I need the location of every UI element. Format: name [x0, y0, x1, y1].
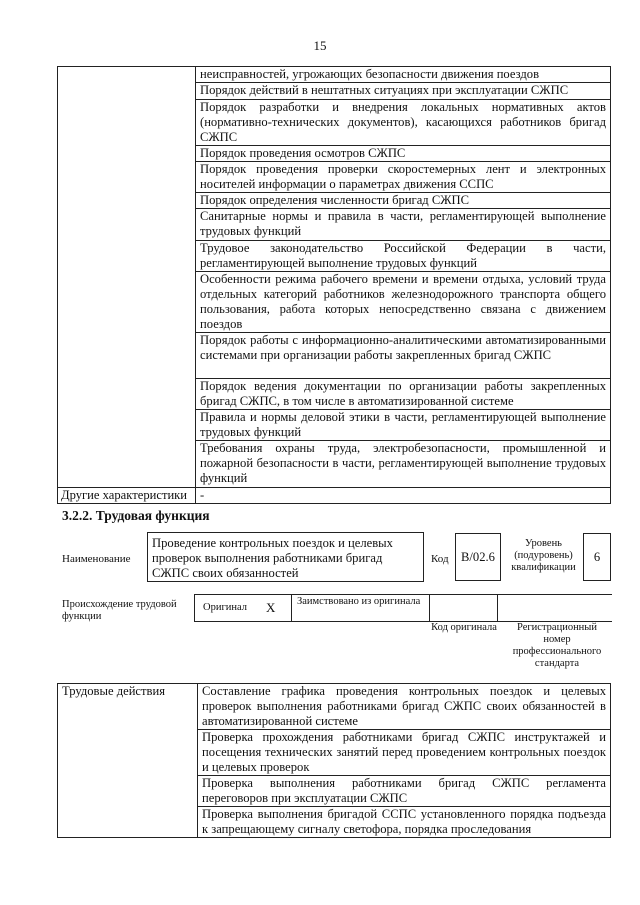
knowledge-label-cell — [58, 67, 196, 488]
labor-action-row: Проверка прохождения работниками бригад СЖПС инструктажей и посещения технических занятий перед проведением контрольных поездок и целевых проверок — [198, 730, 611, 776]
original-mark: X — [266, 600, 276, 615]
labor-actions-label: Трудовые действия — [58, 684, 198, 838]
other-characteristics-value: - — [196, 488, 611, 504]
origin-row — [194, 594, 612, 622]
knowledge-table — [57, 66, 611, 504]
knowledge-row: Порядок разработки и внедрения локальных нормативных актов (нормативно-технических документов), касающихся работников бригад СЖПС — [196, 100, 611, 146]
name-label: Наименование — [62, 553, 131, 565]
reg-number-caption: Регистрационный номер профессионального стандарта — [512, 622, 602, 669]
knowledge-row: Порядок определения численности бригад СЖПС — [196, 193, 611, 209]
labor-action-row: Составление графика проведения контрольных поездок и целевых проверок выполнения работниками бригад СЖПС своих обязанностей в автоматизированной системе — [198, 684, 611, 730]
knowledge-row: Порядок проведения проверки скоростемерных лент и электронных носителей информации о параметрах движения ССПС — [196, 162, 611, 193]
knowledge-row: Порядок работы с информационно-аналитическими автоматизированными системами при организации работы закрепленных бригад СЖПС — [196, 333, 611, 379]
other-characteristics-label: Другие характеристики — [58, 488, 196, 504]
labor-action-row: Проверка выполнения работниками бригад СЖПС регламента переговоров при эксплуатации СЖПС — [198, 776, 611, 807]
knowledge-row: Порядок действий в нештатных ситуациях при эксплуатации СЖПС — [196, 83, 611, 100]
labor-actions-table — [57, 683, 611, 838]
level-value: 6 — [593, 550, 601, 564]
level-box — [583, 533, 611, 581]
level-label: Уровень (подуровень) квалификации — [511, 538, 576, 573]
borrowed-label: Заимствовано из оригинала — [297, 596, 421, 607]
knowledge-row: Особенности режима рабочего времени и времени отдыха, условий труда отдельных категорий работников железнодорожного транспорта общего пользования, работа которых непосредственно связана с движением поездов — [196, 272, 611, 333]
section-title: 3.2.2. Трудовая функция — [62, 508, 210, 523]
page-number: 15 — [313, 38, 327, 53]
labor-action-row: Проверка выполнения бригадой ССПС установленного порядка подъезда к запрещающему сигналу светофора, порядка проследования — [198, 807, 611, 838]
function-name-value: Проведение контрольных поездок и целевых проверок выполнения работниками бригад СЖПС своих обязанностей — [152, 536, 393, 580]
original-cell — [195, 595, 292, 621]
code-label: Код — [431, 553, 449, 565]
knowledge-row: Санитарные нормы и правила в части, регламентирующей выполнение трудовых функций — [196, 209, 611, 241]
code-original-cell — [430, 595, 498, 621]
borrowed-cell — [292, 595, 430, 621]
knowledge-row: Порядок проведения осмотров СЖПС — [196, 146, 611, 162]
code-value: B/02.6 — [461, 550, 495, 564]
original-label: Оригинал — [203, 602, 247, 613]
knowledge-row: неисправностей, угрожающих безопасности движения поездов — [196, 67, 611, 83]
knowledge-row: Порядок ведения документации по организации работы закрепленных бригад СЖПС, в том числе в автоматизированной системе — [196, 379, 611, 410]
code-box — [455, 533, 501, 581]
code-original-caption: Код оригинала — [431, 622, 497, 633]
knowledge-row: Трудовое законодательство Российской Федерации в части, регламентирующей выполнение трудовых функций — [196, 241, 611, 272]
knowledge-row: Требования охраны труда, электробезопасности, промышленной и пожарной безопасности в части, регламентирующей выполнение трудовых функций — [196, 441, 611, 488]
origin-label: Происхождение трудовой функции — [62, 599, 177, 622]
reg-number-cell — [498, 595, 613, 621]
function-name-box — [147, 532, 424, 582]
knowledge-row: Правила и нормы деловой этики в части, регламентирующей выполнение трудовых функций — [196, 410, 611, 441]
